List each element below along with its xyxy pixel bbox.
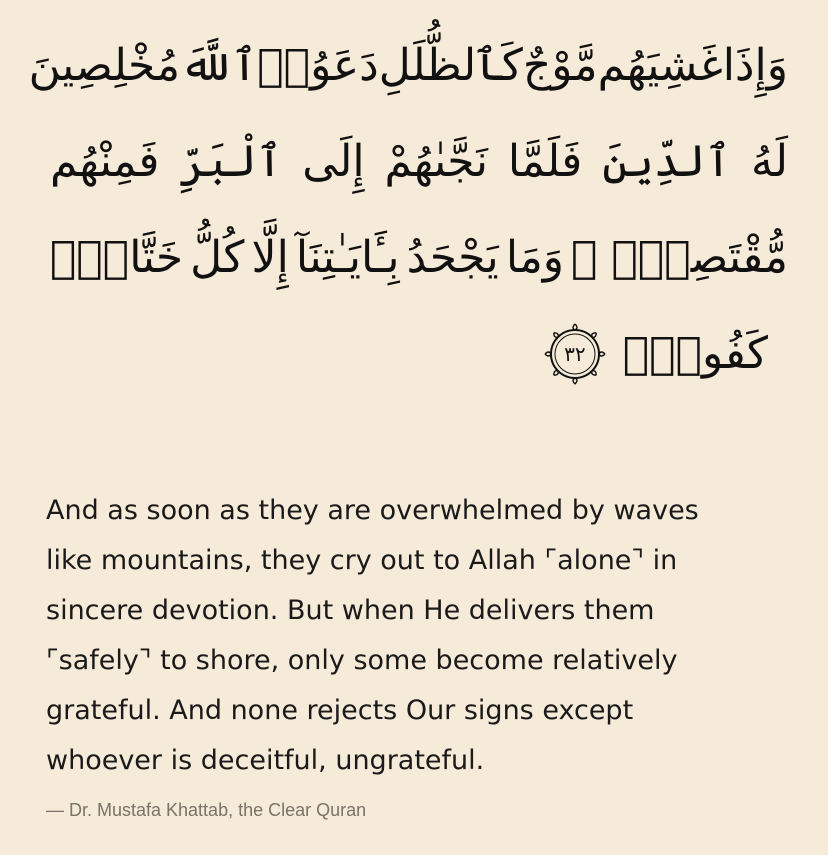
arabic-word: مَّوْجٌ xyxy=(522,40,598,91)
arabic-word: دَعَوُا۟ xyxy=(257,40,379,91)
arabic-word: وَإِذَا xyxy=(722,40,788,91)
verse-number-marker xyxy=(543,322,607,386)
arabic-word: إِلَّا xyxy=(251,232,289,283)
arabic-word: لَهُ xyxy=(751,136,788,187)
arabic-line-4 xyxy=(50,306,788,402)
arabic-word: كُلُّ xyxy=(190,232,245,283)
arabic-word: ٱلدِّينَ xyxy=(602,136,732,187)
english-translation xyxy=(46,486,786,786)
arabic-verse xyxy=(28,18,788,402)
arabic-word: وَمَا xyxy=(505,232,565,283)
verse-ending xyxy=(543,322,768,386)
arabic-word: بِـَٔايَـٰتِنَآ xyxy=(295,232,400,283)
translation-line: like mountains, they cry out to Allah ⌜alone⌝ in xyxy=(46,545,678,576)
arabic-word: ٱللَّهَ xyxy=(180,40,258,91)
arabic-word: خَتَّارٍۢ xyxy=(50,232,184,283)
arabic-line-3 xyxy=(50,210,788,306)
arabic-line-2 xyxy=(50,114,788,210)
arabic-word: يَجْحَدُ xyxy=(406,232,499,283)
arabic-word: كَٱلظُّلَلِ xyxy=(378,40,523,91)
arabic-word: ٱلْبَرِّ xyxy=(179,136,283,187)
arabic-word: مُخْلِصِينَ xyxy=(28,40,181,91)
translation-line: whoever is deceitful, ungrateful. xyxy=(46,745,485,776)
arabic-word: نَجَّىٰهُمْ xyxy=(384,136,488,187)
translation-attribution: — Dr. Mustafa Khattab, the Clear Quran xyxy=(46,800,367,820)
arabic-word: غَشِيَهُم xyxy=(597,40,723,91)
arabic-line-1 xyxy=(28,18,788,114)
arabic-word: فَمِنْهُم xyxy=(50,136,160,187)
arabic-word: إِلَى xyxy=(302,136,365,187)
arabic-word: كَفُورٍۢ xyxy=(622,328,768,379)
translation-line: grateful. And none rejects Our signs except xyxy=(46,695,634,726)
translation-line: ⌜safely⌝ to shore, only some become relatively xyxy=(46,645,678,676)
translation-line: sincere devotion. But when He delivers them xyxy=(46,595,655,626)
verse-number: ٣٢ xyxy=(564,342,586,366)
arabic-word: فَلَمَّا xyxy=(507,136,583,187)
arabic-word: مُّقْتَصِدٌۭ ۚ xyxy=(571,232,788,283)
translation-line: And as soon as they are overwhelmed by waves xyxy=(46,495,699,526)
